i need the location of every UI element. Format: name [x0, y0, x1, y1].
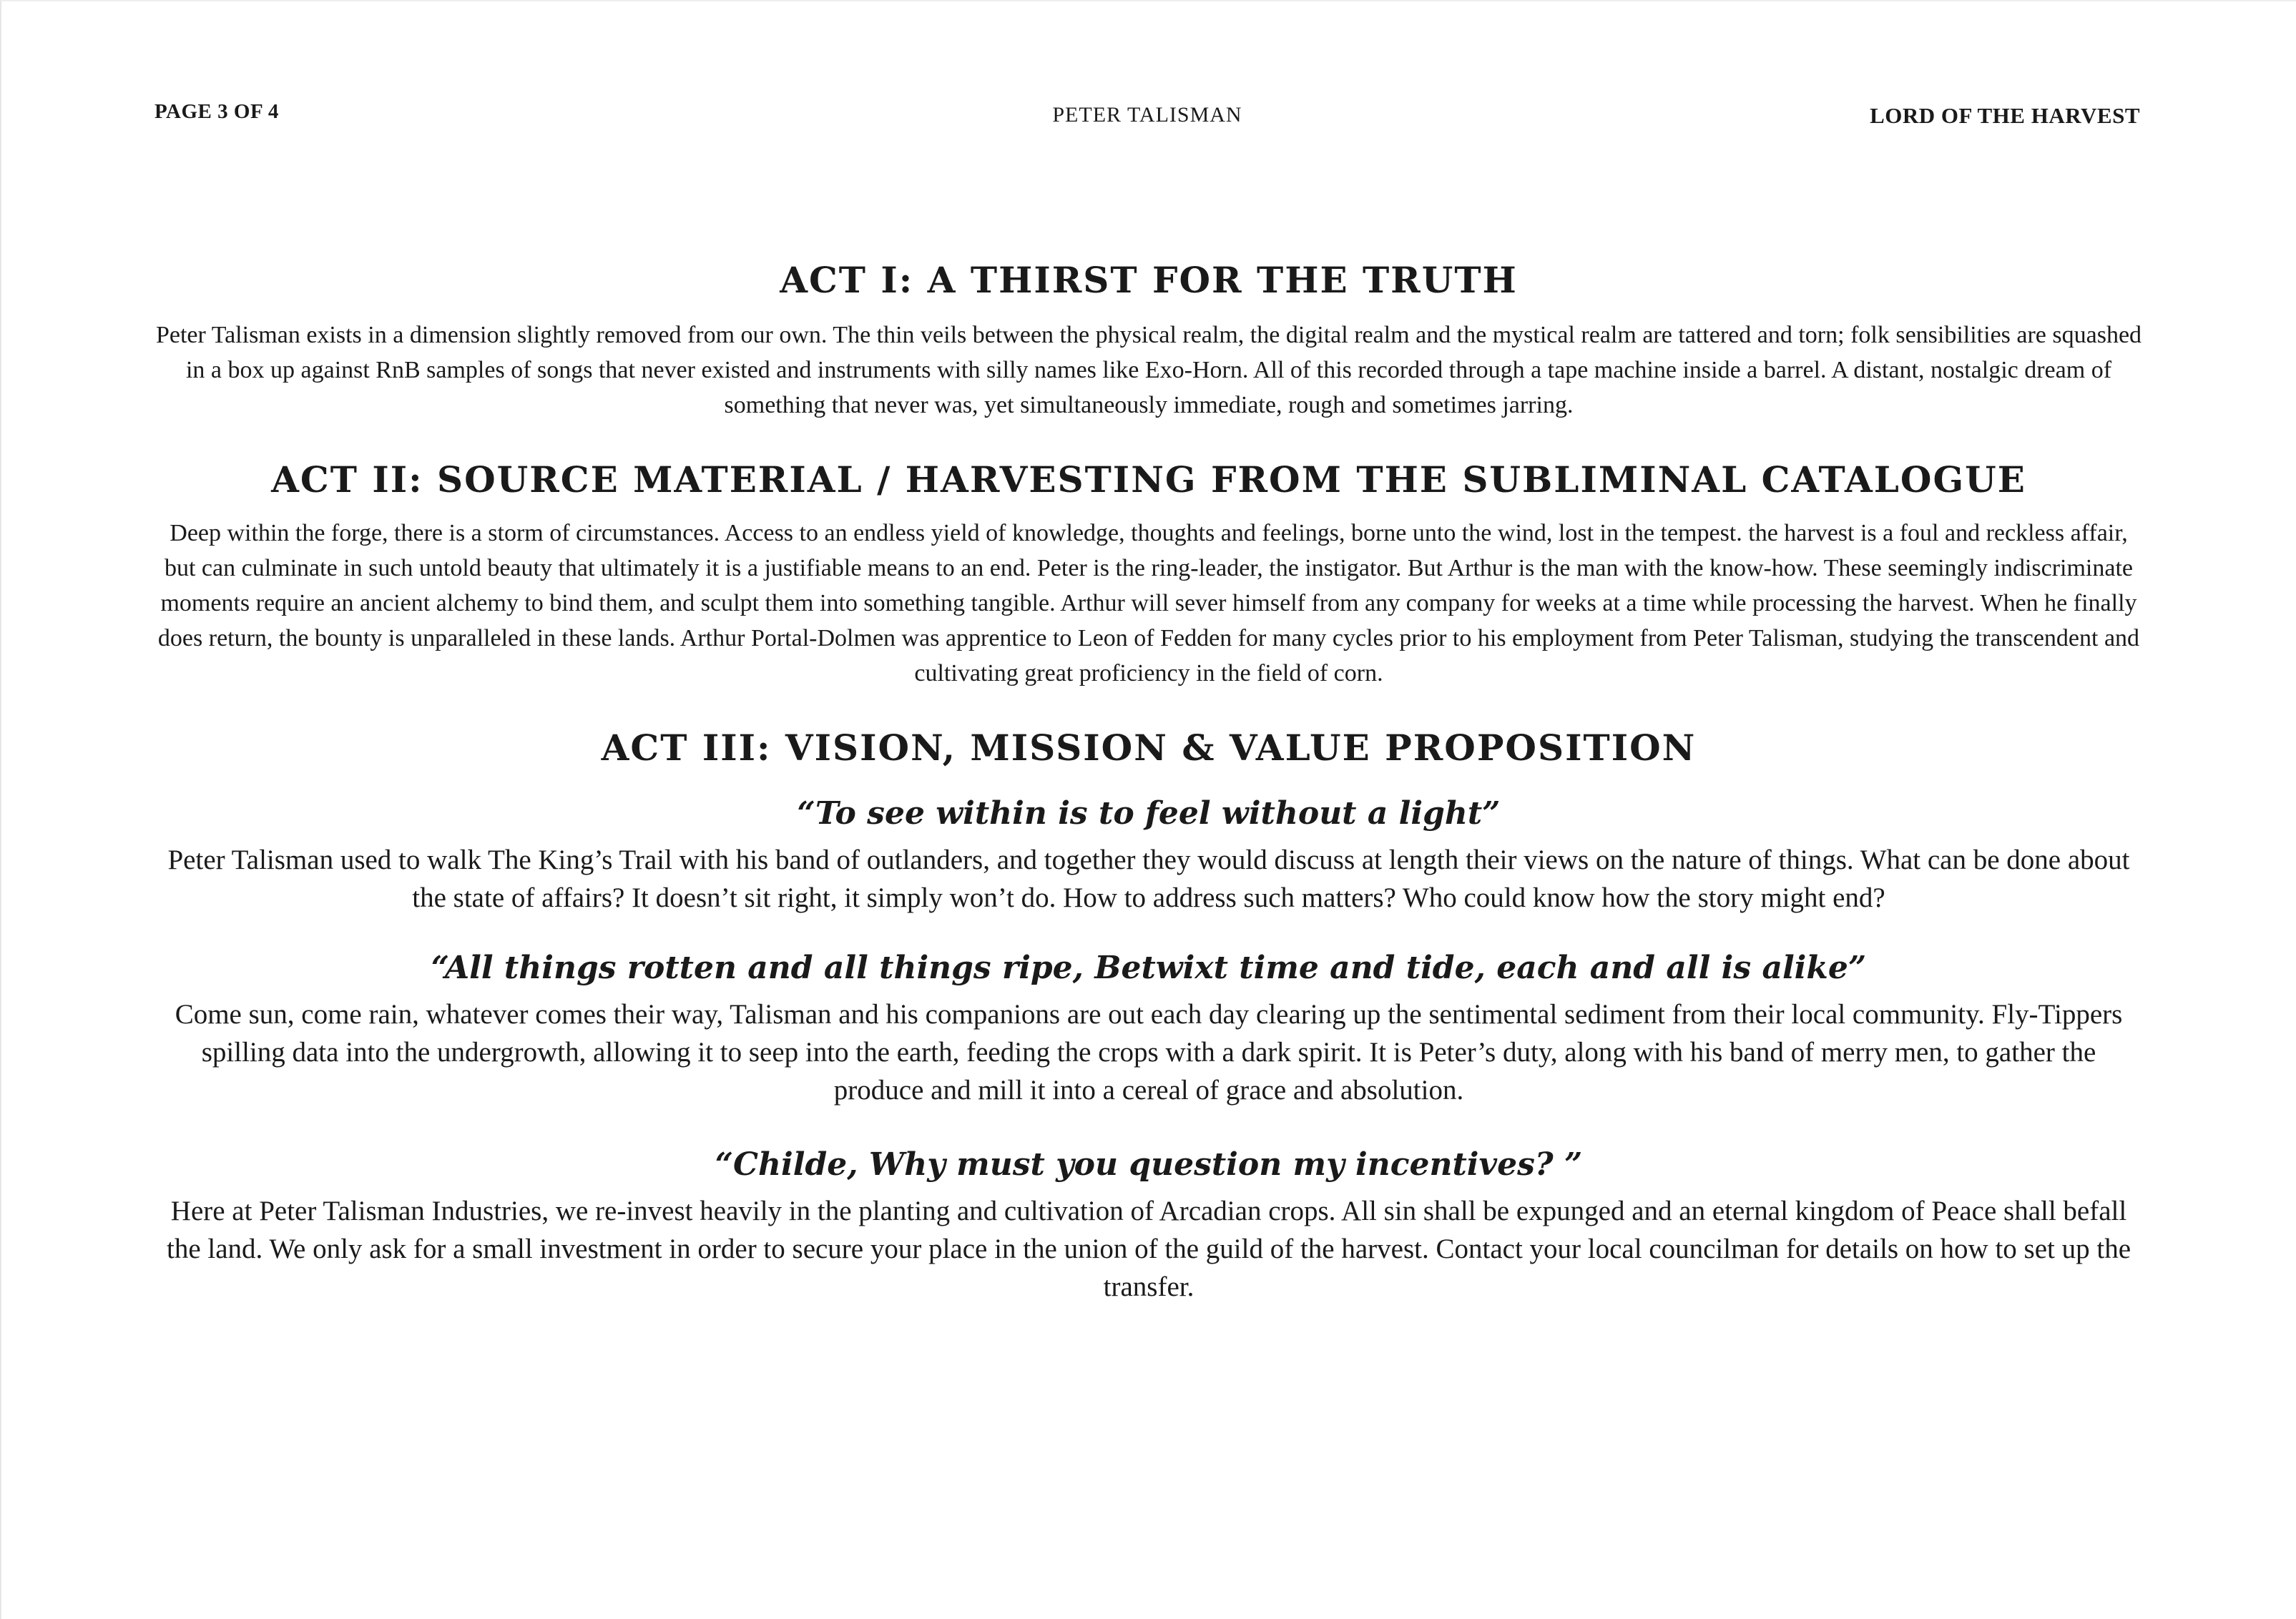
act-3-section-2 — [154, 943, 2143, 1109]
act-3-section-1 — [154, 788, 2143, 917]
act-3-quote-1: “To see within is to feel without a light” — [797, 795, 1501, 832]
page-number: PAGE 3 OF 4 — [154, 100, 279, 123]
act-3 — [154, 719, 2143, 1306]
act-3-body-1: Peter Talisman used to walk The King’s Trail with his band of outlanders, and together they would discuss at length their views on the nature of things. What can be done about the state of affairs? It doesn’t sit right, it simply won’t do. How to address such matters? Who could know how the story might end? — [167, 845, 2130, 913]
act-2 — [154, 451, 2143, 691]
act-1 — [154, 252, 2143, 423]
act-3-section-3 — [154, 1139, 2143, 1306]
act-1-body: Peter Talisman exists in a dimension slightly removed from our own. The thin veils between the physical realm, the digital realm and the mystical realm are tattered and torn; folk sensibilities are squashed in a box up against RnB samples of songs that never existed and instruments with silly names like Exo-Horn. All of this recorded through a tape machine inside a barrel. A distant, nostalgic dream of something that never was, yet simultaneously immediate, rough and sometimes jarring. — [155, 322, 2142, 418]
act-2-heading: ACT II: SOURCE MATERIAL / HARVESTING FROM THE SUBLIMINAL CATALOGUE — [271, 458, 2026, 501]
document-body — [154, 252, 2143, 1306]
page-header — [154, 100, 2140, 136]
act-1-heading: ACT I: A THIRST FOR THE TRUTH — [780, 259, 1518, 301]
act-3-body-2: Come sun, come rain, whatever comes their way, Talisman and his companions are out each day clearing up the sentimental sediment from their local community. Fly-Tippers spilling data into the undergrowth, allowing it to seep into the earth, feeding the crops with a dark spirit. It is Peter’s duty, along with his band of merry men, to gather the produce and mill it into a cereal of grace and absolution. — [175, 999, 2123, 1106]
act-2-body: Deep within the forge, there is a storm of circumstances. Access to an endless yield of knowledge, thoughts and feelings, borne unto the wind, lost in the tempest. the harvest is a foul and reckless affair, but can culminate in such untold beauty that ultimately it is a justifiable means to an end. Peter is the ring-leader, the instigator. But Arthur is the man with the know-how. These seemingly indiscriminate moments require an ancient alchemy to bind them, and sculpt them into something tangible. Arthur will sever himself from any company for weeks at a time while processing the harvest. When he finally does return, the bounty is unparalleled in these lands. Arthur Portal-Dolmen was apprentice to Leon of Fedden for many cycles prior to his employment from Peter Talisman, studying the transcendent and cultivating great proficiency in the field of corn. — [157, 520, 2140, 687]
act-3-quote-3: “Childe, Why must you question my incentives? ” — [715, 1146, 1583, 1183]
act-3-quote-2: “All things rotten and all things ripe, Betwixt time and tide, each and all is alike” — [431, 950, 1867, 986]
act-3-heading: ACT III: VISION, MISSION & VALUE PROPOSITION — [601, 727, 1697, 769]
author-name: PETER TALISMAN — [1052, 103, 1242, 127]
act-3-body-3: Here at Peter Talisman Industries, we re-invest heavily in the planting and cultivation of Arcadian crops. All sin shall be expunged and an eternal kingdom of Peace shall befall the land. We only ask for a small investment in order to secure your place in the union of the guild of the harvest. Contact your local councilman for details on how to set up the transfer. — [166, 1196, 2131, 1302]
document-title: LORD OF THE HARVEST — [1870, 103, 2140, 128]
